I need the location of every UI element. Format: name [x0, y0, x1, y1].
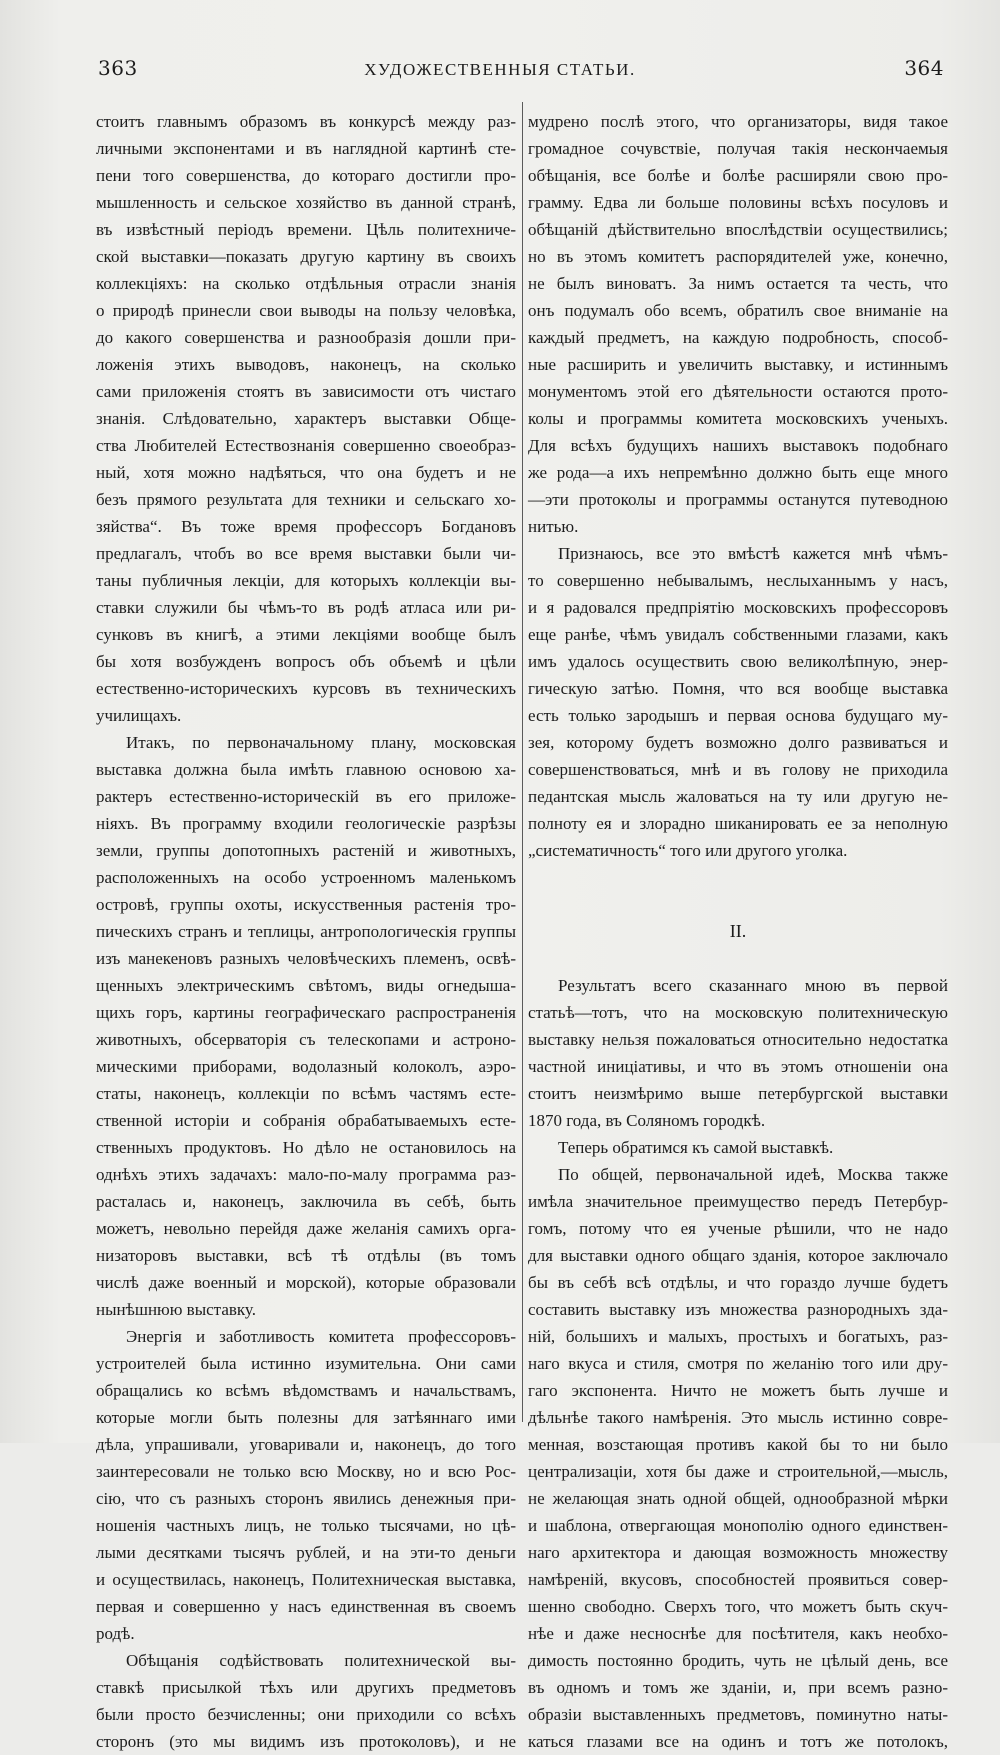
text-line: изъ манекеновъ разныхъ человѣческихъ племенъ, освѣ- [96, 949, 516, 968]
text-line: числѣ даже военный и морской), которые образовали [96, 1273, 516, 1292]
text-line: обѣщанія, все болѣе и болѣе расширяли свою про- [528, 166, 948, 185]
text-line: ній, большихъ и малыхъ, простыхъ и богатыхъ, раз- [528, 1327, 948, 1346]
text-line: бы въ себѣ всѣ отдѣлы, и что гораздо лучше будетъ [528, 1273, 948, 1292]
text-line: обѣщаній дѣйствительно впослѣдствіи осуществились; [528, 220, 948, 239]
blank-space [528, 945, 948, 972]
text-line: педантская мысль жаловаться на ту или другую не- [528, 787, 948, 806]
text-line: грамму. Едва ли больше половины всѣхъ посуловъ и [528, 193, 948, 212]
text-line: сторонъ (это мы видимъ изъ протоколовъ), и не [96, 1732, 516, 1751]
text-line: монументомъ этой его дѣятельности остаются прото- [528, 382, 948, 401]
text-line: совершенствоваться, мнѣ и въ голову не приходила [528, 760, 948, 779]
text-line: зея, которому будетъ возможно долго развиваться и [528, 733, 948, 752]
text-line: нынѣшнюю выставку. [96, 1300, 256, 1319]
text-line: гомъ, потому что ея ученые рѣшили, что не надо [528, 1219, 948, 1238]
text-line: коллекціяхъ: на сколько отдѣльныя отрасли знанія [96, 274, 516, 293]
text-line: которые могли быть полезны для затѣяннаго ими [96, 1408, 516, 1427]
text-line: ный, хотя можно надѣяться, что она будетъ и не [96, 463, 516, 482]
text-line: ставки служили бы чѣмъ-то въ родѣ атласа или ри- [96, 598, 516, 617]
text-line: заинтересовали не только всю Москву, но и всю Рос- [96, 1462, 516, 1481]
text-line: для выставки одного общаго зданія, которое заключало [528, 1246, 948, 1265]
text-line: ственной исторіи и собранія обрабатываемыхъ есте- [96, 1111, 516, 1130]
text-line: Теперь обратимся къ самой выставкѣ. [558, 1138, 834, 1157]
text-line: каждый предметъ, на каждую подробность, способ- [528, 328, 948, 347]
text-line: щенныхъ электрическимъ свѣтомъ, виды огнедыша- [96, 976, 516, 995]
text-line: были просто безчисленны; они приходили со всѣхъ [96, 1705, 516, 1724]
text-line: расположенныхъ на особо устроенномъ маленькомъ [96, 868, 516, 887]
text-line: мышленность и сельское хозяйство въ данной странѣ, [96, 193, 516, 212]
text-line: нѣе и даже несноснѣе для посѣтителя, какъ необхо- [528, 1624, 948, 1643]
text-line: то совершенно небывалымъ, неслыханнымъ у насъ, [528, 571, 948, 590]
blank-space [528, 864, 948, 891]
text-line: рактеръ естественно-историческій въ его приложе- [96, 787, 516, 806]
text-line: „систематичность“ того или другого уголка. [528, 841, 848, 860]
text-line: онъ подумалъ обо всемъ, обратилъ свое вниманіе на [528, 301, 948, 320]
text-line: ные расширить и увеличить выставку, и истиннымъ [528, 355, 948, 374]
text-line: образіи выставленныхъ предметовъ, поминутно наты- [528, 1705, 948, 1724]
text-line: сами приложенія стоятъ въ зависимости отъ чистаго [96, 382, 516, 401]
text-line: Обѣщанія содѣйствовать политехнической вы- [126, 1651, 516, 1670]
text-line: лыми десятками тысячъ рублей, и на эти-то деньги [96, 1543, 516, 1562]
text-line: статьѣ—тотъ, что на московскую политехническую [528, 1003, 948, 1022]
text-line: нитью. [528, 517, 579, 536]
text-line: пени того совершенства, до котораго достигли про- [96, 166, 516, 185]
text-line: островѣ, группы охоты, искусственныя растенія тро- [96, 895, 516, 914]
column-divider [522, 102, 523, 1422]
text-line: составить выставку изъ множества разнородныхъ зда- [528, 1300, 948, 1319]
text-line: ніяхъ. Въ программу входили геологическіе разрѣзы [96, 814, 516, 833]
text-line: личными экспонентами и въ наглядной картинѣ сте- [96, 139, 516, 158]
text-line: гаго экспонента. Ничто не можетъ быть лучше и [528, 1381, 948, 1400]
left-page-number: 363 [98, 56, 138, 80]
text-line: шенно свободно. Сверхъ того, что можетъ быть скуч- [528, 1597, 948, 1616]
text-line: ложенія этихъ выводовъ, наконецъ, на сколько [96, 355, 516, 374]
text-line: устроителей была истинно изумительна. Они сами [96, 1354, 516, 1373]
text-line: же рода—а ихъ непремѣнно должно быть еще много [528, 463, 948, 482]
text-line: низаторовъ выставки, всѣ тѣ отдѣлы (въ томъ [96, 1246, 516, 1265]
text-line: ства Любителей Естествознанія совершенно своеобраз- [96, 436, 516, 455]
text-line: есть только зародышъ и первая основа будущаго му- [528, 706, 948, 725]
text-line: и шаблона, отвергающая монополію одного единствен- [528, 1516, 948, 1535]
text-line: обращались ко всѣмъ вѣдомствамъ и начальствамъ, [96, 1381, 516, 1400]
text-line: можетъ, невольно перейдя даже желанія самихъ орга- [96, 1219, 516, 1238]
text-line: выставка должна была имѣть главною основою ха- [96, 760, 516, 779]
text-line: еще ранѣе, чѣмъ увидалъ собственными глазами, какъ [528, 625, 948, 644]
text-line: мудрено послѣ этого, что организаторы, видя такое [528, 112, 948, 131]
text-line: зяйства“. Въ тоже время профессоръ Богдановъ [96, 517, 516, 536]
text-line: полноту ея и злорадно шиканировать ее за неполную [528, 814, 948, 833]
text-line: бы хотя возбужденъ вопросъ объ объемѣ и цѣли [96, 652, 516, 671]
text-line: предлагалъ, чтобъ во все время выставки были чи- [96, 544, 516, 563]
text-line: родѣ. [96, 1624, 135, 1643]
text-line: о природѣ принесли свои выводы на пользу человѣка, [96, 301, 516, 320]
text-line: наго архитектора и дающая возможность множеству [528, 1543, 948, 1562]
text-line: щихъ горъ, картины географическаго распространенія [96, 1003, 516, 1022]
text-line: стоитъ главнымъ образомъ въ конкурсѣ между раз- [96, 112, 516, 131]
text-line: Энергія и заботливость комитета профессоровъ- [126, 1327, 516, 1346]
text-line: животныхъ, обсерваторія съ телескопами и астроно- [96, 1030, 516, 1049]
text-line: имѣла значительное преимущество передъ Петербур- [528, 1192, 948, 1211]
text-line: до какого совершенства и разнообразія дошли при- [96, 328, 516, 347]
text-line: намѣреній, вкусовъ, способностей проявиться совер- [528, 1570, 948, 1589]
text-line: не желающая знать одной общей, однообразной мѣрки [528, 1489, 948, 1508]
text-line: централизаціи, хотя бы даже и строительной,—мысль, [528, 1462, 948, 1481]
text-line: но въ этомъ комитетъ распорядителей уже, конечно, [528, 247, 948, 266]
text-line: громадное сочувствіе, получая такія нескончаемыя [528, 139, 948, 158]
text-line: колы и программы комитета московскихъ ученыхъ. [528, 409, 948, 428]
left-text-column [96, 108, 516, 1751]
running-title: ХУДОЖЕСТВЕННЫЯ СТАТЬИ. [364, 60, 636, 79]
text-line: не былъ виноватъ. За нимъ остается та честь, что [528, 274, 948, 293]
text-line: въ одномъ и томъ же зданіи, и, при всемъ разно- [528, 1678, 948, 1697]
text-line: сію, что съ разныхъ сторонъ явились денежныя при- [96, 1489, 516, 1508]
text-line: и осуществилась, наконецъ, Политехническая выставка, [96, 1570, 516, 1589]
text-line: знанія. Слѣдовательно, характеръ выставки Обще- [96, 409, 516, 428]
text-line: ской выставки—показать другую картину въ своихъ [96, 247, 516, 266]
text-line: и я радовался предпріятію московскихъ профессоровъ [528, 598, 948, 617]
text-line: Признаюсь, все это вмѣстѣ кажется мнѣ чѣмъ- [558, 544, 948, 563]
text-line: имъ удалось осуществить свою великолѣпную, энер- [528, 652, 948, 671]
text-line: Для всѣхъ будущихъ нашихъ выставокъ подобнаго [528, 436, 948, 455]
text-line: безъ прямого результата для техники и сельскаго хо- [96, 490, 516, 509]
text-line: расталась и, наконецъ, заключила въ себѣ, быть [96, 1192, 516, 1211]
text-line: ношенія частныхъ лицъ, не только тысячами, но цѣ- [96, 1516, 516, 1535]
section-heading: II. [729, 921, 747, 941]
text-line: Итакъ, по первоначальному плану, московская [126, 733, 516, 752]
right-page-number: 364 [904, 56, 944, 80]
text-line: стоитъ неизмѣримо выше петербургской выставки [528, 1084, 948, 1103]
text-line: училищахъ. [96, 706, 182, 725]
text-line: Результатъ всего сказаннаго мною въ первой [558, 976, 948, 995]
right-text-column [528, 108, 948, 1751]
text-line: естественно-историческихъ курсовъ въ техническихъ [96, 679, 516, 698]
blank-space [528, 891, 948, 918]
text-line: выставку нельзя пожаловаться относительно недостатка [528, 1030, 948, 1049]
text-line: дѣльнѣе такого намѣренія. Это мысль истинно совре- [528, 1408, 948, 1427]
text-line: ставкѣ присылкой тѣхъ или другихъ предметовъ [96, 1678, 516, 1697]
text-line: земли, группы допотопныхъ растеній и животныхъ, [96, 841, 516, 860]
text-line: пическихъ странъ и теплицы, антропологическія группы [96, 922, 516, 941]
text-line: сунковъ въ книгѣ, а этими лекціями вообще былъ [96, 625, 516, 644]
text-line: однѣхъ этихъ задачахъ: мало-по-малу программа раз- [96, 1165, 516, 1184]
text-line: ственныхъ продуктовъ. Но дѣло не остановилось на [96, 1138, 516, 1157]
text-line: наго вкуса и стиля, смотря по желанію того или дру- [528, 1354, 948, 1373]
text-line: частной иниціативы, и что въ этомъ отношеніи она [528, 1057, 948, 1076]
text-line: мическими приборами, водолазный колоколъ, аэро- [96, 1057, 516, 1076]
text-line: По общей, первоначальной идеѣ, Москва также [558, 1165, 948, 1184]
text-line: въ извѣстный періодъ времени. Цѣль политехниче- [96, 220, 516, 239]
text-line: —эти протоколы и программы останутся путеводною [528, 490, 948, 509]
text-line: гическую затѣю. Помня, что вся вообще выставка [528, 679, 948, 698]
text-line: таны публичныя лекціи, для которыхъ коллекціи вы- [96, 571, 516, 590]
text-line: димость постоянно бродить, чуть не цѣлый день, все [528, 1651, 948, 1670]
text-line: менная, возстающая противъ какой бы то ни было [528, 1435, 948, 1454]
text-line: статы, наконецъ, коллекціи по всѣмъ частямъ есте- [96, 1084, 516, 1103]
text-line: 1870 года, въ Соляномъ городкѣ. [528, 1111, 766, 1130]
text-line: дѣла, упрашивали, уговаривали и, наконецъ, до того [96, 1435, 516, 1454]
text-line: каться глазами все на одинъ и тотъ же потолокъ, [528, 1732, 948, 1751]
text-line: первая и совершенно у насъ единственная въ своемъ [96, 1597, 516, 1616]
